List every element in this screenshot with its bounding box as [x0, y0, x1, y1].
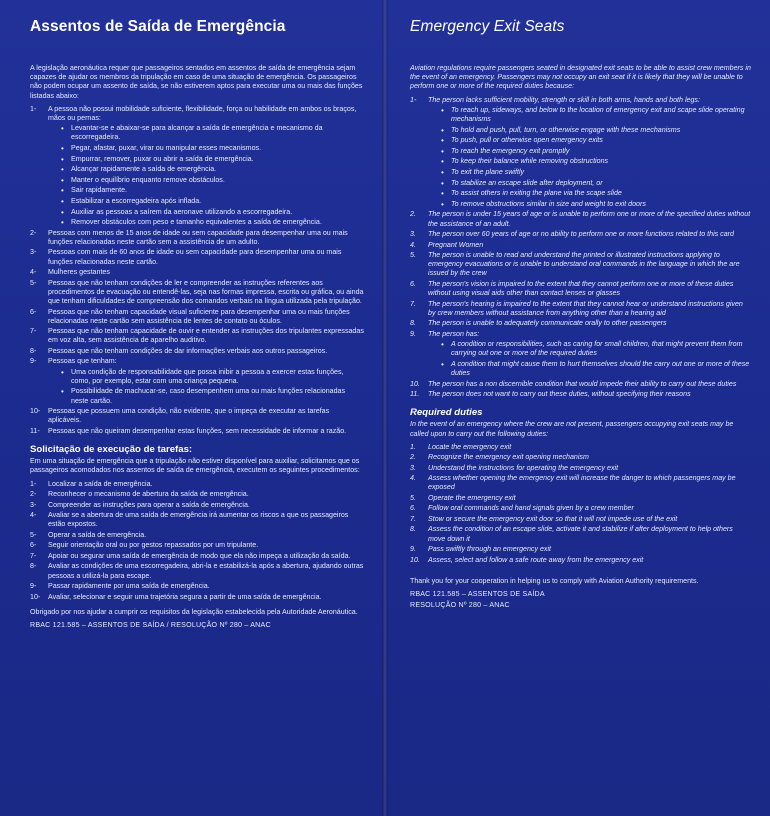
list-item: 11. The person does not want to carry out these duties, without specifying their reasons — [410, 390, 691, 399]
list-item: 1- A pessoa não possui mobilidade suficiente, flexibilidade, força ou habilidade em ambos os braços, mãos ou pernas: • Levantar-se e abaixar-se para alcançar a saída de emergência e mecanismo da escorregadeira. • Pegar, afastar, puxar, virar ou manipular esses mecanismos. • Empurrar, remover, puxar ou abrir a saída de emergência. • Alcançar rapidamente a saída de emergência. • Manter o equilíbrio enquanto remove obstáculos. • Sair rapidamente. • Estabilizar a escorregadeira após inflada. • Auxiliar as pessoas a saírem da aeronave utilizando a escorregadeira. • Remover obstáculos com peso e tamanho equivalentes a saída de emergência. — [30, 105, 364, 228]
list-item: 11- Pessoas que não queiram desempenhar estas funções, sem necessidade de informar a razão. — [30, 426, 347, 435]
sub-item: • Manter o equilíbrio enquanto remove obstáculos. — [63, 176, 364, 185]
list-item: 7. Stow or secure the emergency exit door so that it will not impede use of the exit — [410, 514, 678, 523]
en-duties-title: Required duties — [410, 407, 483, 419]
list-item: 4- Mulheres gestantes — [30, 268, 110, 277]
english-column — [386, 0, 770, 816]
en-sublist — [428, 340, 752, 378]
list-item: 3- Pessoas com mais de 60 anos de idade ou sem capacidade para desempenhar uma ou mais funções relacionadas neste cartão. — [30, 248, 342, 266]
pt-title: Assentos de Saída de Emergência — [30, 18, 286, 35]
pt-sublist — [48, 368, 364, 406]
list-item: 6- Pessoas que não tenham capacidade visual suficiente para desempenhar uma ou mais funções relacionadas neste cartão sem assistência de lentes de contato ou óculos. — [30, 307, 350, 325]
list-item: 10- Pessoas que possuem uma condição, não evidente, que o impeça de executar as tarefas aplicáveis. — [30, 407, 330, 425]
pt-sublist — [48, 124, 364, 227]
en-title: Emergency Exit Seats — [410, 18, 565, 35]
sub-item: • To exit the plane swiftly — [443, 168, 752, 177]
list-item: 9. The person has: • A condition or responsibilities, such as caring for small children, that might prevent them from carrying out one or more of the required duties • A condition that might cause them to hurt themselves should the carry out one or more of these duties — [410, 330, 752, 378]
pt-regulation-ref: RBAC 121.585 – ASSENTOS DE SAÍDA / RESOLUÇÃO Nº 280 – ANAC — [30, 620, 271, 629]
en-sublist — [428, 106, 752, 209]
sub-item: • Uma condição de responsabilidade que possa inibir a pessoa a exercer estas funções, como, por exemplo, estar com uma criança pequena. — [63, 368, 364, 386]
sub-item: • Remover obstáculos com peso e tamanho equivalentes a saída de emergência. — [63, 218, 364, 227]
list-item: 8. Assess the condition of an escape slide, activate it and stabilize if after deployment to help others move down it — [410, 525, 733, 543]
list-item: 5. The person is unable to read and understand the printed or illustrated instructions applying to emergency evacuations or is unable to understand oral commands in the language in which the are issued by the crew — [410, 251, 740, 278]
list-item: 2- Reconhecer o mecanismo de abertura da saída de emergência. — [30, 490, 249, 499]
list-item: 9. Pass swiftly through an emergency exit — [410, 545, 552, 554]
sub-item: • Pegar, afastar, puxar, virar ou manipular esses mecanismos. — [63, 144, 364, 153]
sub-item: • To stabilize an escape slide after deployment, or — [443, 179, 752, 188]
en-duties-intro: In the event of an emergency where the crew are not present, passengers occupying exit seats may be called upon to carry out the following duties: — [410, 420, 734, 438]
list-item: 3- Compreender as instruções para operar a saída de emergência. — [30, 500, 250, 509]
list-item: 10. The person has a non discernible condition that would impede their ability to carry out these duties — [410, 379, 737, 388]
sub-item: • To hold and push, pull, turn, or otherwise engage with these mechanisms — [443, 126, 752, 135]
en-thanks: Thank you for your cooperation in helping us to comply with Aviation Authority requirements. — [410, 576, 699, 585]
list-item: 5- Operar a saída de emergência. — [30, 530, 147, 539]
list-item: 8- Avaliar as condições de uma escorregadeira, abri-la e estabilizá-la após a abertura, ajudando outras pessoas a utilizá-la para escape. — [30, 562, 364, 580]
sub-item: • Estabilizar a escorregadeira após inflada. — [63, 197, 364, 206]
pt-duties-list — [30, 480, 364, 602]
list-item: 4. Assess whether opening the emergency exit will increase the danger to which passengers may be exposed — [410, 474, 736, 492]
sub-item: • To remove obstructions similar in size and weight to exit doors — [443, 200, 752, 209]
pt-thanks: Obrigado por nos ajudar a cumprir os requisitos da legislação estabelecida pela Autoridade Aeronáutica. — [30, 607, 358, 616]
list-item: 9- Passar rapidamente por uma saída de emergência. — [30, 582, 210, 590]
list-item: 6- Seguir orientação oral ou por gestos repassados por um tripulante. — [30, 541, 259, 550]
sub-item: • Auxiliar as pessoas a saírem da aeronave utilizando a escorregadeira. — [63, 208, 364, 217]
list-item: 6. The person's vision is impaired to the extent that they cannot perform one or more of these duties without using visual aids other than contact lenses or glasses — [410, 279, 734, 298]
sub-item: • Alcançar rapidamente a saída de emergência. — [63, 165, 364, 174]
sub-item: • A condition or responsibilities, such as caring for small children, that might prevent them from carrying out one or more of the required duties — [443, 340, 752, 358]
sub-item: • A condition that might cause them to hurt themselves should the carry out one or more of these duties — [443, 360, 752, 378]
list-item: 5. Operate the emergency exit — [410, 493, 516, 502]
list-item: 3. The person over 60 years of age or no ability to perform one or more functions related to this card — [410, 230, 734, 239]
sub-item: • Empurrar, remover, puxar ou abrir a saída de emergência. — [63, 155, 364, 164]
sub-item: • To keep their balance while removing obstructions — [443, 157, 752, 166]
pt-restriction-list — [30, 105, 364, 436]
en-restriction-list — [410, 96, 752, 400]
list-item: 2. Recognize the emergency exit opening mechanism — [410, 453, 589, 462]
list-item: 10. Assess, select and follow a safe route away from the emergency exit — [410, 555, 644, 564]
list-item: 7- Apoiar ou segurar uma saída de emergência de modo que ela não impeça a utilização da saída. — [30, 551, 351, 560]
sub-item: • To push, pull or otherwise open emergency exits — [443, 136, 752, 145]
sub-item: • Sair rapidamente. — [63, 186, 364, 195]
pt-intro: A legislação aeronáutica requer que passageiros sentados em assentos de saída de emergência sejam capazes de ajudar os membros da tripulação em caso de uma situação de emergência. Os passageiros não podem ocupar um assento de saída, se não estiverem aptos para executar uma ou mais das funções listadas abaixo: — [30, 64, 363, 100]
list-item: 1- Localizar a saída de emergência. — [30, 479, 153, 488]
sub-item: • To reach up, sideways, and below to the location of emergency exit and scape slide operating mechanisms — [443, 106, 752, 124]
list-item: 9- Pessoas que tenham: • Uma condição de responsabilidade que possa inibir a pessoa a exercer estas funções, como, por exemplo, estar com uma criança pequena. • Possibilidade de machucar-se, caso desempenhem uma ou mais funções relacionadas neste cartão. — [30, 357, 364, 405]
pt-duties-title: Solicitação de execução de tarefas: — [30, 444, 193, 456]
list-item: 4. Pregnant Women — [410, 240, 484, 249]
list-item: 4- Avaliar se a abertura de uma saída de emergência irá aumentar os riscos a que os passageiros estão expostos. — [30, 511, 349, 529]
en-intro: Aviation regulations require passengers seated in designated exit seats to be able to assist crew members in the event of an emergency. Passengers may not occupy an exit seat if it is likely that they will be unable to perform one or more of the required duties because: — [410, 64, 751, 91]
list-item: 8. The person is unable to adequately communicate orally to other passengers — [410, 319, 667, 328]
list-item: 3. Understand the instructions for operating the emergency exit — [410, 463, 619, 472]
sub-item: • Levantar-se e abaixar-se para alcançar a saída de emergência e mecanismo da escorregadeira. — [63, 124, 364, 142]
list-item: 2. The person is under 15 years of age or is unable to perform one or more of the specified duties without the assistance of an adult. — [410, 210, 751, 228]
en-duties-list — [410, 443, 752, 565]
portuguese-column — [0, 0, 384, 816]
list-item: 6. Follow oral commands and hand signals given by a crew member — [410, 504, 634, 513]
list-item: 10- Avaliar, selecionar e seguir uma trajetória segura a partir de uma saída de emergência. — [30, 592, 322, 601]
list-item: 1- The person lacks sufficient mobility, strength or skill in both arms, hands and both legs: • To reach up, sideways, and below to the location of emergency exit and scape slide operating mechanisms • To hold and push, pull, turn, or otherwise engage with these mechanisms • To push, pull or otherwise open emergency exits • To reach the emergency exit promptly • To keep their balance while removing obstructions • To exit the plane swiftly • To stabilize an escape slide after deployment, or • To assist others in exiting the plane via the scape slide • To remove obstructions similar in size and weight to exit doors — [410, 96, 752, 209]
sub-item: • To reach the emergency exit promptly — [443, 147, 752, 156]
en-regulation-ref: RBAC 121.585 – ASSENTOS DE SAÍDA — [410, 590, 545, 599]
list-item: 7- Pessoas que não tenham capacidade de ouvir e entender as instruções dos tripulantes expressadas em voz alta, sem assistência de aparelho auditivo. — [30, 327, 364, 345]
sub-item: • To assist others in exiting the plane via the scape slide — [443, 189, 752, 198]
list-item: 8- Pessoas que não tenham condições de dar informações verbais aos outros passageiros. — [30, 346, 328, 355]
pt-duties-intro: Em uma situação de emergência que a tripulação não estiver disponível para auxiliar, solicitamos que os passageiros acomodados nos assentos de saída de emergência, executem os seguintes procedimentos: — [30, 457, 360, 475]
list-item: 7. The person's hearing is impaired to the extent that they cannot hear or understand instructions given by crew members without assistance from anything other than a hearing aid — [410, 299, 743, 317]
list-item: 1. Locate the emergency exit — [410, 442, 512, 451]
list-item: 5- Pessoas que não tenham condições de ler e compreender as instruções referentes aos procedimentos de evacuação ou entendê-las, seja nas formas impressa, escrita ou gráfica, ou ainda que tenham dificuldades de compreensão dos comandos verbais na língua utilizada pela tripulação. — [30, 278, 364, 306]
en-resolution-ref: RESOLUÇÃO Nº 280 – ANAC — [410, 601, 510, 610]
list-item: 2- Pessoas com menos de 15 anos de idade ou sem capacidade para desempenhar uma ou mais funções relacionadas neste cartão sem a assistência de um adulto. — [30, 228, 348, 246]
sub-item: • Possibilidade de machucar-se, caso desempenhem uma ou mais funções relacionadas neste cartão. — [63, 387, 364, 405]
